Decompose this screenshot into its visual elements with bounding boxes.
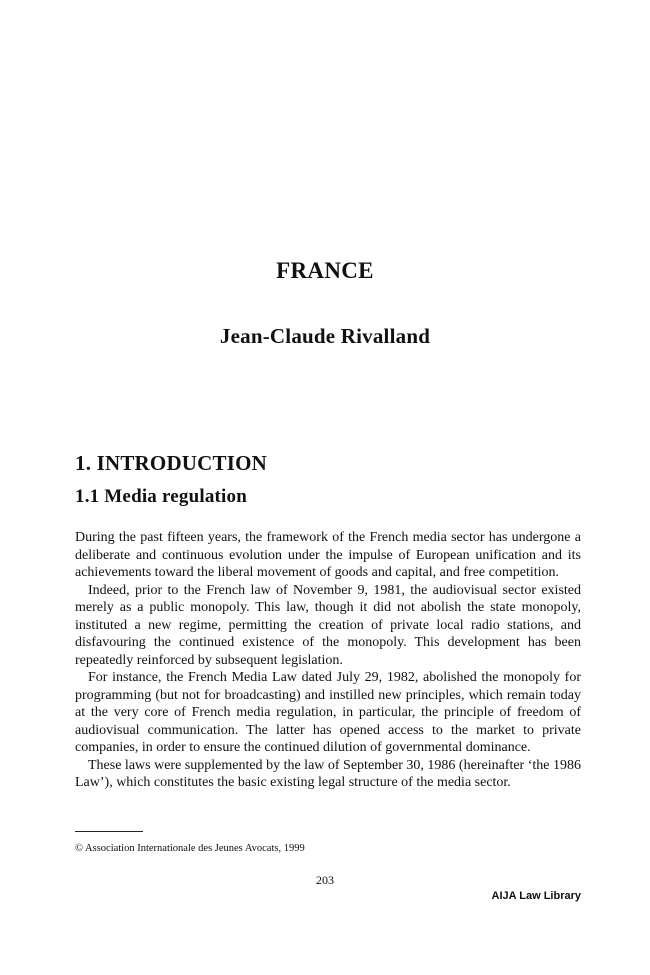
body-text [75,529,581,792]
chapter-title: FRANCE [276,258,374,283]
paragraph-4: These laws were supplemented by the law of September 30, 1986 (hereinafter ‘the 1986 Law’), which constitutes the basic existing legal structure of the media sector. [75,757,581,790]
paragraph-2: Indeed, prior to the French law of November 9, 1981, the audiovisual sector existed merely as a public monopoly. This law, though it did not abolish the state monopoly, instituted a new regime, permitting the creation of private local radio stations, and disfavouring the continued existence of the monopoly. This development has been repeatedly reinforced by subsequent legislation. [75,582,581,668]
subsection-heading: 1.1 Media regulation [75,486,248,507]
section-heading: 1. INTRODUCTION [75,451,268,475]
copyright-notice: © Association Internationale des Jeunes Avocats, 1999 [75,843,305,854]
publisher-label: AIJA Law Library [491,890,581,902]
page-number: 203 [316,873,334,887]
footnote-divider [75,831,143,832]
paragraph-3: For instance, the French Media Law dated July 29, 1982, abolished the monopoly for programming (but not for broadcasting) and instilled new principles, which remain today at the very core of French media regulation, in particular, the principle of freedom of audiovisual communication. The latter has opened access to the market to private companies, in order to ensure the continued dilution of governmental dominance. [75,670,581,755]
author-name: Jean-Claude Rivalland [219,324,431,348]
paragraph-1: During the past fifteen years, the framework of the French media sector has undergone a deliberate and continuous evolution under the impulse of European unification and its achievements toward the liberal movement of goods and capital, and free competition. [75,530,581,580]
